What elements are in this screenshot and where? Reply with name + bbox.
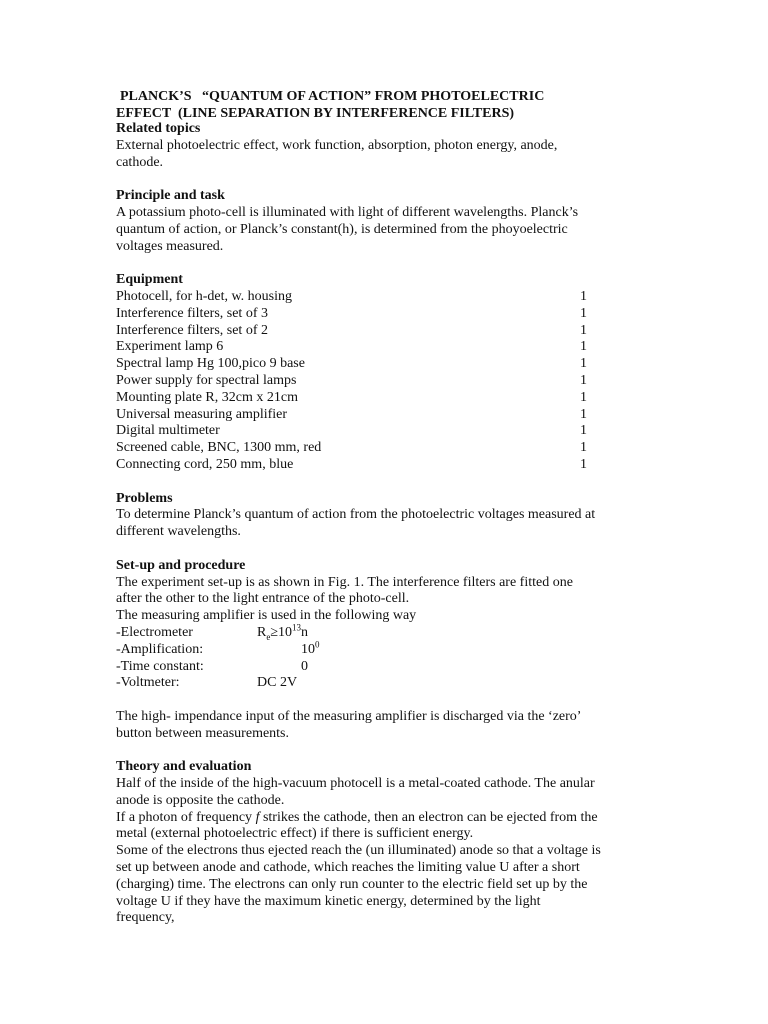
electrometer-sub: e	[266, 631, 271, 642]
equipment-name: Photocell, for h-det, w. housing	[116, 288, 293, 304]
amplification-label: -Amplification:	[116, 641, 204, 657]
principle-line: A potassium photo-cell is illuminated with light of different wavelengths. Planck’s	[116, 204, 579, 220]
electrometer-sup: 13	[292, 622, 302, 633]
document-body	[116, 121, 656, 927]
electrometer-value	[257, 622, 309, 642]
equipment-name: Digital multimeter	[116, 423, 220, 439]
title-line-2: EFFECT (LINE SEPARATION BY INTERFERENCE FILTERS)	[116, 106, 515, 121]
photon-pre: If a photon of frequency	[116, 809, 256, 825]
amplification-value	[257, 639, 320, 659]
electrometer-label: -Electrometer	[116, 624, 193, 640]
photon-post: strikes the cathode, then an electron can be ejected from the	[259, 809, 598, 825]
equipment-qty: 1	[580, 305, 587, 321]
equipment-qty: 1	[580, 389, 587, 405]
principle-line: voltages measured.	[116, 238, 224, 254]
amplification-sup: 0	[315, 639, 320, 650]
equipment-item	[116, 306, 656, 323]
theory-line: anode is opposite the cathode.	[116, 792, 285, 808]
problems-heading: Problems	[116, 490, 173, 506]
equipment-item	[116, 440, 656, 457]
equipment-qty: 1	[580, 423, 587, 439]
voltmeter-value: DC 2V	[257, 675, 298, 691]
equipment-qty: 1	[580, 406, 587, 422]
theory-line: set up between anode and cathode, which reaches the limiting value U after a short	[116, 860, 580, 876]
amplification-base: 10	[301, 641, 315, 657]
equipment-name: Interference filters, set of 3	[116, 305, 268, 321]
equipment-item	[116, 373, 656, 390]
theory-line: Some of the electrons thus ejected reach the (un illuminated) anode so that a voltage is	[116, 843, 601, 859]
equipment-qty: 1	[580, 372, 587, 388]
amplification-setting	[116, 639, 656, 659]
title-line-1: PLANCK’S “QUANTUM OF ACTION” FROM PHOTOELECTRIC	[120, 89, 545, 104]
theory-line: frequency,	[116, 910, 175, 926]
setup-after-line: The high- impendance input of the measuring amplifier is discharged via the ‘zero’	[116, 708, 582, 724]
problems-line: different wavelengths.	[116, 524, 241, 540]
equipment-item	[116, 356, 656, 373]
theory-photon-line	[116, 810, 656, 827]
equipment-item	[116, 323, 656, 340]
equipment-qty: 1	[580, 339, 587, 355]
principle-heading: Principle and task	[116, 188, 225, 204]
related-line: External photoelectric effect, work function, absorption, photon energy, anode,	[116, 137, 558, 153]
problems-line: To determine Planck’s quantum of action from the photoelectric voltages measured at	[116, 507, 596, 523]
equipment-name: Connecting cord, 250 mm, blue	[116, 456, 294, 472]
time-constant-label: -Time constant:	[116, 658, 204, 674]
equipment-item	[116, 457, 656, 474]
setup-after-line: button between measurements.	[116, 725, 290, 741]
equipment-name: Interference filters, set of 2	[116, 322, 268, 338]
equipment-item	[116, 407, 656, 424]
electrometer-ge: ≥10	[270, 624, 293, 640]
equipment-name: Experiment lamp 6	[116, 339, 224, 355]
equipment-name: Power supply for spectral lamps	[116, 372, 297, 388]
photon-frequency-symbol: f	[255, 809, 260, 825]
voltmeter-setting	[116, 675, 656, 692]
equipment-name: Spectral lamp Hg 100,pico 9 base	[116, 356, 305, 372]
setup-line: after the other to the light entrance of the photo-cell.	[116, 591, 410, 607]
setup-line: The measuring amplifier is used in the following way	[116, 608, 417, 624]
time-constant-value: 0	[301, 658, 308, 674]
setup-line: The experiment set-up is as shown in Fig. 1. The interference filters are fitted one	[116, 574, 573, 590]
theory-line: Half of the inside of the high-vacuum photocell is a metal-coated cathode. The anular	[116, 776, 595, 792]
equipment-item	[116, 390, 656, 407]
theory-line: metal (external photoelectric effect) if there is sufficient energy.	[116, 826, 474, 842]
related-line: cathode.	[116, 154, 164, 170]
equipment-item	[116, 289, 656, 306]
equipment-name: Mounting plate R, 32cm x 21cm	[116, 389, 298, 405]
principle-line: quantum of action, or Planck’s constant(h), is determined from the phoyoelectric	[116, 221, 568, 237]
time-constant-setting	[116, 659, 656, 676]
equipment-item	[116, 423, 656, 440]
equipment-name: Universal measuring amplifier	[116, 406, 288, 422]
equipment-list	[116, 289, 656, 474]
electrometer-r: R	[257, 624, 267, 640]
equipment-name: Screened cable, BNC, 1300 mm, red	[116, 440, 322, 456]
document-title	[116, 88, 640, 122]
setup-heading: Set-up and procedure	[116, 557, 246, 573]
theory-line: (charging) time. The electrons can only run counter to the electric field set up by the	[116, 876, 588, 892]
electrometer-unit: n	[301, 624, 309, 640]
equipment-qty: 1	[580, 288, 587, 304]
equipment-qty: 1	[580, 322, 587, 338]
equipment-qty: 1	[580, 456, 587, 472]
equipment-qty: 1	[580, 356, 587, 372]
theory-line: voltage U if they have the maximum kinetic energy, determined by the light	[116, 893, 541, 909]
voltmeter-label: -Voltmeter:	[116, 675, 180, 691]
equipment-heading: Equipment	[116, 272, 183, 288]
related-topics-heading: Related topics	[116, 121, 201, 136]
equipment-qty: 1	[580, 440, 587, 456]
theory-heading: Theory and evaluation	[116, 759, 252, 775]
electrometer-setting	[116, 622, 656, 642]
equipment-item	[116, 339, 656, 356]
